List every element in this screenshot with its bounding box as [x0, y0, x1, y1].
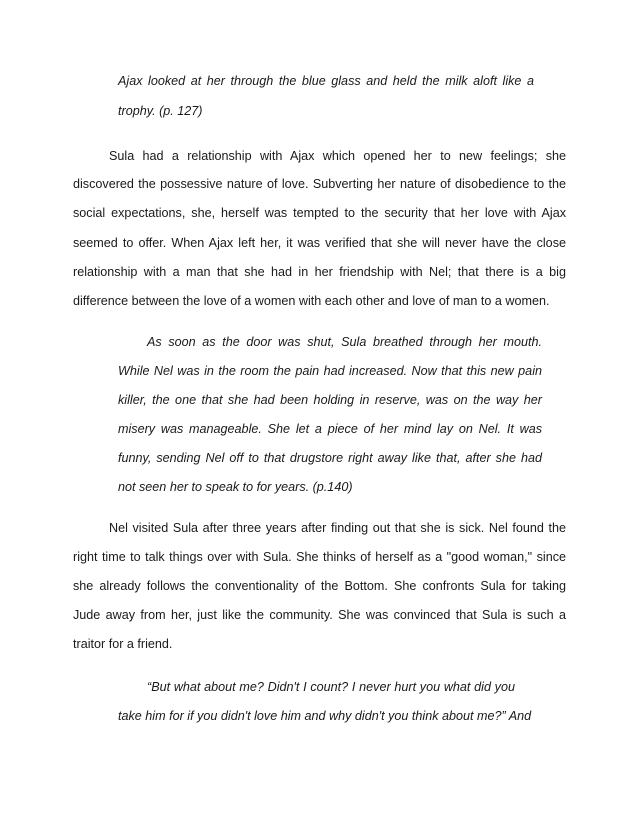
quote-line: killer, the one that she had been holding in reserve, was on the way her	[118, 393, 542, 407]
paragraph-line: she already follows the conventionality of the Bottom. She confronts Sula for taking	[73, 579, 566, 593]
paragraph-line: seemed to offer. When Ajax left her, it was verified that she will never have the close	[73, 236, 566, 250]
quote-line: not seen her to speak to for years. (p.140)	[118, 480, 353, 494]
quote-line: As soon as the door was shut, Sula breathed through her mouth.	[147, 335, 542, 349]
paragraph-line: Nel visited Sula after three years after finding out that she is sick. Nel found the	[109, 521, 566, 535]
quote-line: take him for if you didn't love him and why didn't you think about me?” And	[118, 709, 532, 723]
paragraph-line: relationship with a man that she had in her friendship with Nel; that there is a big	[73, 265, 566, 279]
quote-line: funny, sending Nel off to that drugstore right away like that, after she had	[118, 451, 542, 465]
quote-line: trophy. (p. 127)	[118, 104, 203, 118]
paragraph-line: discovered the possessive nature of love. Subverting her nature of disobedience to the	[73, 177, 566, 191]
paragraph-line: Jude away from her, just like the community. She was convinced that Sula is such a	[73, 608, 566, 622]
paragraph-line: Sula had a relationship with Ajax which opened her to new feelings; she	[109, 149, 566, 163]
paragraph-line: difference between the love of a women with each other and love of man to a women.	[73, 294, 550, 308]
paragraph-line: social expectations, she, herself was tempted to the security that her love with Ajax	[73, 206, 566, 220]
quote-line: misery was manageable. She let a piece of her mind lay on Nel. It was	[118, 422, 542, 436]
quote-line: While Nel was in the room the pain had increased. Now that this new pain	[118, 364, 542, 378]
quote-line: Ajax looked at her through the blue glass and held the milk aloft like a	[118, 74, 534, 88]
paragraph-line: traitor for a friend.	[73, 637, 173, 651]
quote-line: “But what about me? Didn't I count? I never hurt you what did you	[147, 680, 515, 694]
paragraph-line: right time to talk things over with Sula. She thinks of herself as a "good woman," since	[73, 550, 566, 564]
